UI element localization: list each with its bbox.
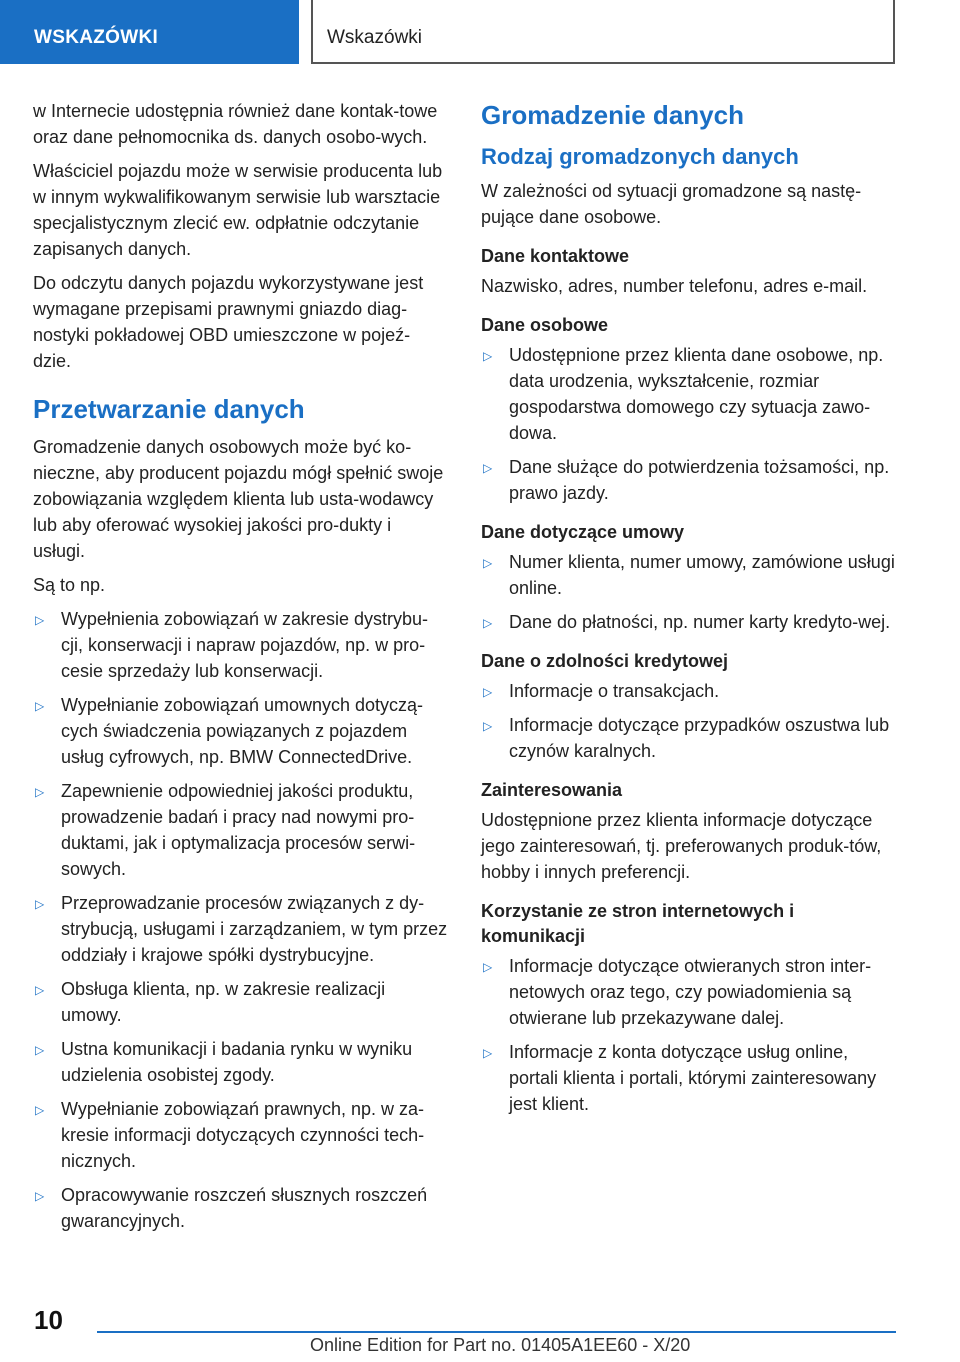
bullet-list	[481, 678, 896, 764]
triangle-bullet-icon: ▷	[35, 897, 45, 911]
left-column	[33, 98, 448, 1242]
list-item-text: Dane do płatności, np. numer karty kredyto-wej.	[509, 612, 891, 632]
list-item-text: Przeprowadzanie procesów związanych z dy-strybucją, usługami i zarządzaniem, w tym przez oddziały i krajowe spółki dystrybucyjne.	[61, 893, 448, 965]
triangle-bullet-icon: ▷	[483, 349, 493, 363]
data-category-title: Dane dotyczące umowy	[481, 522, 685, 542]
paragraph: Do odczytu danych pojazdu wykorzystywane jest wymagane przepisami prawnymi gniazdo diag-nostyki pokładowej OBD umieszczone w pojeź-dzie.	[33, 273, 424, 371]
chapter-title: Wskazówki	[327, 27, 423, 48]
paragraph: Są to np.	[33, 575, 106, 595]
list-item-text: Informacje z konta dotyczące usług online, portali klienta i portali, którymi zainteresowany jest klient.	[509, 1042, 877, 1114]
data-category-title: Korzystanie ze stron internetowych i komunikacji	[481, 901, 795, 946]
list-item-text: Wypełnienia zobowiązań w zakresie dystrybu-cji, konserwacji i napraw pojazdów, np. w pro-cesie sprzedaży lub konserwacji.	[61, 609, 429, 681]
list-item-text: Wypełnianie zobowiązań umownych dotyczą-cych świadczenia powiązanych z pojazdem usług cyfrowych, np. BMW ConnectedDrive.	[61, 695, 424, 767]
triangle-bullet-icon: ▷	[35, 699, 45, 713]
section-heading: Przetwarzanie danych	[33, 394, 305, 424]
list-item-text: Opracowywanie roszczeń słusznych roszczeń gwarancyjnych.	[61, 1185, 428, 1231]
paragraph: Nazwisko, adres, number telefonu, adres e-mail.	[481, 276, 868, 296]
bullet-list	[481, 342, 896, 506]
paragraph: Gromadzenie danych osobowych może być ko-nieczne, aby producent pojazdu mógł spełnić swoje zobowiązania względem klienta lub usta-wodawcy lub aby oferować wysokiej jakości pro-dukty i usługi.	[33, 437, 444, 561]
data-category-title: Dane o zdolności kredytowej	[481, 651, 729, 671]
section-tab-active[interactable]	[0, 0, 299, 64]
list-item	[481, 454, 896, 506]
right-column	[481, 98, 896, 1125]
triangle-bullet-icon: ▷	[35, 1189, 45, 1203]
list-item	[33, 1182, 448, 1234]
triangle-bullet-icon: ▷	[483, 685, 493, 699]
list-item	[481, 953, 896, 1031]
list-item-text: Zapewnienie odpowiedniej jakości produktu, prowadzenie badań i pracy nad nowymi pro-duktami, jak i optymalizacja procesów serwi-sowych.	[61, 781, 416, 879]
paragraph: Właściciel pojazdu może w serwisie producenta lub w innym wykwalifikowanym serwisie lub warsztacie specjalistycznym zlecić ew. odpłatnie odczytanie zapisanych danych.	[33, 161, 443, 259]
bullet-list	[481, 953, 896, 1117]
chapter-title-box	[311, 0, 895, 64]
data-category-title: Dane osobowe	[481, 315, 609, 335]
list-item-text: Dane służące do potwierdzenia tożsamości, np. prawo jazdy.	[509, 457, 890, 503]
triangle-bullet-icon: ▷	[35, 983, 45, 997]
triangle-bullet-icon: ▷	[35, 785, 45, 799]
triangle-bullet-icon: ▷	[35, 1103, 45, 1117]
page-number: 10	[34, 1305, 63, 1335]
list-item	[33, 692, 448, 770]
triangle-bullet-icon: ▷	[35, 1043, 45, 1057]
paragraph: Udostępnione przez klienta informacje dotyczące jego zainteresowań, tj. preferowanych produk-tów, hobby i innych preferencji.	[481, 810, 882, 882]
triangle-bullet-icon: ▷	[483, 719, 493, 733]
edition-footer: Online Edition for Part no. 01405A1EE60 - X/20	[310, 1335, 691, 1355]
section-tab-label: WSKAZÓWKI	[34, 27, 159, 48]
list-item	[481, 609, 896, 635]
list-item	[481, 549, 896, 601]
list-item	[33, 606, 448, 684]
bullet-list	[481, 549, 896, 635]
list-item	[481, 342, 896, 446]
list-item-text: Informacje o transakcjach.	[509, 681, 720, 701]
list-item-text: Obsługa klienta, np. w zakresie realizacji umowy.	[61, 979, 386, 1025]
list-item-text: Numer klienta, numer umowy, zamówione usługi online.	[509, 552, 895, 598]
triangle-bullet-icon: ▷	[483, 616, 493, 630]
data-category-title: Zainteresowania	[481, 780, 623, 800]
footer-divider	[97, 1331, 896, 1333]
list-item	[33, 1036, 448, 1088]
triangle-bullet-icon: ▷	[483, 556, 493, 570]
section-heading: Gromadzenie danych	[481, 100, 744, 130]
paragraph: w Internecie udostępnia również dane kontak-towe oraz dane pełnomocnika ds. danych osobo-wych.	[33, 101, 438, 147]
list-item-text: Ustna komunikacji i badania rynku w wyniku udzielenia osobistej zgody.	[61, 1039, 413, 1085]
list-item	[33, 1096, 448, 1174]
list-item	[33, 976, 448, 1028]
list-item	[481, 712, 896, 764]
bullet-list	[33, 606, 448, 1234]
subsection-heading: Rodzaj gromadzonych danych	[481, 144, 799, 169]
paragraph: W zależności od sytuacji gromadzone są nastę-pujące dane osobowe.	[481, 181, 862, 227]
list-item-text: Wypełnianie zobowiązań prawnych, np. w za-kresie informacji dotyczących czynności tech-nicznych.	[61, 1099, 425, 1171]
list-item-text: Udostępnione przez klienta dane osobowe, np. data urodzenia, wykształcenie, rozmiar gospodarstwa domowego czy sytuacja zawo-dowa.	[509, 345, 884, 443]
list-item	[481, 678, 896, 704]
list-item	[481, 1039, 896, 1117]
list-item-text: Informacje dotyczące przypadków oszustwa lub czynów karalnych.	[509, 715, 890, 761]
triangle-bullet-icon: ▷	[483, 461, 493, 475]
triangle-bullet-icon: ▷	[483, 1046, 493, 1060]
triangle-bullet-icon: ▷	[483, 960, 493, 974]
list-item-text: Informacje dotyczące otwieranych stron inter-netowych oraz tego, czy powiadomienia są otwierane lub przekazywane dalej.	[509, 956, 872, 1028]
data-category-title: Dane kontaktowe	[481, 246, 630, 266]
triangle-bullet-icon: ▷	[35, 613, 45, 627]
list-item	[33, 890, 448, 968]
list-item	[33, 778, 448, 882]
